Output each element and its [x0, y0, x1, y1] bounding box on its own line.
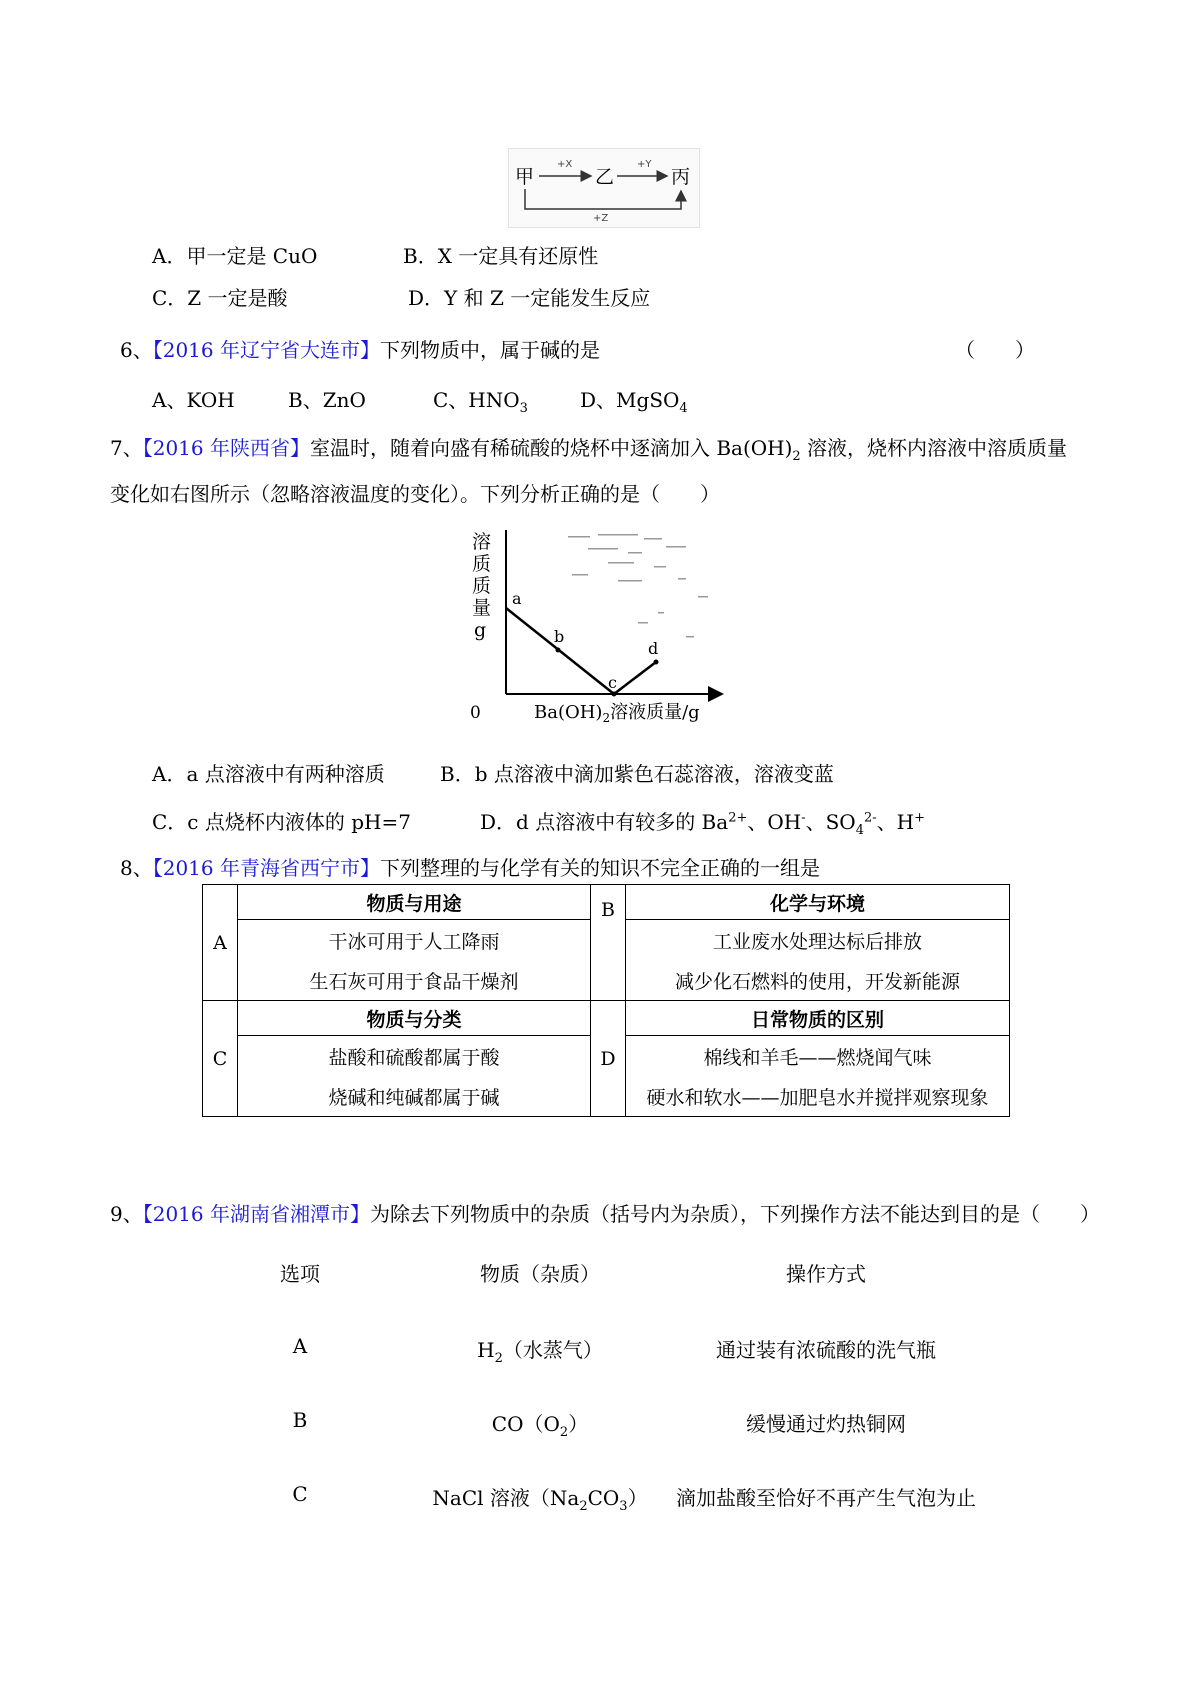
graph-line — [506, 608, 659, 694]
q9-row-a-operation: 通过装有浓硫酸的洗气瓶 — [716, 1338, 936, 1362]
q7-option-d-text: D．d 点溶液中有较多的 Ba — [480, 810, 729, 834]
q9-number: 9、 — [110, 1202, 143, 1226]
q7-option-d-mid1: 、OH — [747, 810, 802, 834]
edge-label-z: +Z — [593, 213, 609, 224]
q9-row-a-substance-sub: 2 — [494, 1351, 503, 1366]
q9-row-c-option: C — [292, 1482, 308, 1506]
x-axis-label-sub: 2 — [602, 711, 611, 724]
q9-row-c-substance — [400, 1482, 680, 1514]
q7-stem-line1 — [110, 432, 1067, 464]
q8-stem — [120, 852, 820, 881]
q7-text-1b: 溶液，烧杯内溶液中溶质质量 — [800, 436, 1068, 460]
q8-label-b: B — [591, 885, 626, 1001]
node-bing: 丙 — [671, 166, 691, 188]
ylabel-char-3: 质 — [472, 575, 492, 597]
q9-row-b-substance-pre: CO（O — [491, 1412, 560, 1436]
q6-stem — [120, 334, 600, 363]
q6-answer-paren: （ ） — [955, 338, 1035, 362]
q5-option-a: A．甲一定是 CuO — [152, 244, 318, 268]
q8-a-row2: 生石灰可用于食品干燥剂 — [238, 960, 591, 1001]
q7-option-d-mid3: 、H — [876, 810, 915, 834]
reaction-diagram-svg — [509, 149, 699, 227]
q8-a-row1: 干冰可用于人工降雨 — [238, 920, 591, 961]
q8-b-row1: 工业废水处理达标后排放 — [626, 920, 1010, 961]
q9-stem — [110, 1198, 1100, 1227]
q9-row-c-operation: 滴加盐酸至恰好不再产生气泡为止 — [676, 1486, 976, 1510]
q8-d-row1: 棉线和羊毛——燃烧闻气味 — [626, 1036, 1010, 1077]
q9-row-a-option: A — [292, 1334, 308, 1358]
q8-label-d: D — [591, 1001, 626, 1117]
q6-option-c-sub: 3 — [519, 401, 528, 416]
point-d-dot — [654, 660, 659, 665]
q9-header-option: 选项 — [280, 1262, 320, 1286]
q7-option-d-sup3: 2- — [864, 810, 877, 826]
x-axis-label-post: 溶液质量/g — [610, 702, 700, 723]
q7-graph — [468, 526, 738, 724]
q8-source: 【2016 年青海省西宁市】 — [152, 856, 380, 880]
q8-head-c: 物质与分类 — [238, 1001, 591, 1036]
q6-text: 下列物质中，属于碱的是 — [380, 338, 600, 362]
q8-b-row2: 减少化石燃料的使用，开发新能源 — [626, 960, 1010, 1001]
q6-source: 【2016 年辽宁省大连市】 — [152, 338, 380, 362]
q7-option-c: C．c 点烧杯内液体的 pH=7 — [152, 810, 411, 834]
q9-row-b-substance — [440, 1408, 640, 1440]
q6-number: 6、 — [120, 338, 153, 362]
q5-option-b: B．X 一定具有还原性 — [403, 244, 599, 268]
q9-header-operation: 操作方式 — [786, 1262, 866, 1286]
q6-option-c — [433, 384, 528, 416]
q8-c-row1: 盐酸和硫酸都属于酸 — [238, 1036, 591, 1077]
q7-text-1-sub: 2 — [792, 449, 801, 464]
q9-row-c-substance-sub2: 3 — [619, 1499, 628, 1514]
q8-c-row2: 烧碱和纯碱都属于碱 — [238, 1076, 591, 1117]
point-c-dot — [612, 692, 617, 697]
q7-option-d-sub3: 4 — [855, 823, 864, 838]
node-yi: 乙 — [595, 166, 615, 188]
q6-option-d — [580, 384, 688, 416]
point-d-label: d — [648, 639, 659, 658]
q9-row-a-substance-post: （水蒸气） — [502, 1338, 603, 1362]
q7-option-d-mid2: 、SO — [805, 810, 856, 834]
q9-source: 【2016 年湖南省湘潭市】 — [142, 1202, 370, 1226]
q5-option-c: C．Z 一定是酸 — [152, 286, 288, 310]
q8-head-b: 化学与环境 — [626, 885, 1010, 920]
q9-row-c-substance-pre: NaCl 溶液（Na — [432, 1486, 580, 1510]
q8-number: 8、 — [120, 856, 153, 880]
q7-option-b: B．b 点溶液中滴加紫色石蕊溶液，溶液变蓝 — [440, 762, 834, 786]
q7-option-d-sup1: 2+ — [728, 810, 748, 826]
q9-row-b-substance-sub: 2 — [559, 1425, 569, 1440]
q7-source: 【2016 年陕西省】 — [142, 436, 310, 460]
q6-option-a: A、KOH — [152, 388, 235, 412]
q7-option-d-sup2: - — [801, 810, 806, 826]
ylabel-char-1: 溶 — [472, 531, 492, 553]
q9-row-c-substance-mid: CO — [587, 1486, 620, 1510]
ylabel-char-2: 质 — [472, 553, 492, 575]
q7-text-1a: 室温时，随着向盛有稀硫酸的烧杯中逐滴加入 Ba(OH) — [310, 436, 793, 460]
x-axis-label — [534, 702, 700, 724]
q6-option-d-text: D、MgSO — [580, 388, 680, 412]
q7-option-a: A．a 点溶液中有两种溶质 — [152, 762, 385, 786]
q9-header-substance: 物质（杂质） — [480, 1262, 600, 1286]
q7-graph-svg — [468, 526, 738, 724]
q9-text: 为除去下列物质中的杂质（括号内为杂质），下列操作方法不能达到目的是（ ） — [370, 1202, 1100, 1226]
node-jia: 甲 — [515, 166, 535, 188]
q9-row-b-operation: 缓慢通过灼热铜网 — [746, 1412, 906, 1436]
q8-d-row2: 硬水和软水——加肥皂水并搅拌观察现象 — [626, 1076, 1010, 1117]
origin-label: 0 — [470, 703, 481, 723]
ylabel-char-4: 量 — [472, 597, 492, 619]
q6-option-d-sub: 4 — [679, 401, 688, 416]
point-a-label: a — [512, 589, 522, 608]
q8-table — [202, 884, 1010, 1117]
q7-stem-line2: 变化如右图所示（忽略溶液温度的变化）。下列分析正确的是（ ） — [110, 482, 720, 506]
q8-label-a: A — [203, 885, 238, 1001]
edge-label-y: +Y — [637, 159, 652, 170]
point-b-label: b — [554, 627, 565, 646]
q8-label-c: C — [203, 1001, 238, 1117]
q7-number: 7、 — [110, 436, 143, 460]
q8-head-a: 物质与用途 — [238, 885, 591, 920]
arrow-jia-bing — [525, 189, 681, 209]
reaction-diagram — [508, 148, 700, 228]
q9-row-a-substance-pre: H — [477, 1338, 495, 1362]
q6-option-b: B、ZnO — [288, 388, 366, 412]
q9-row-c-substance-post: ） — [627, 1486, 648, 1510]
graph-noise — [568, 534, 708, 638]
point-c-label: c — [608, 673, 617, 692]
q5-option-d: D．Y 和 Z 一定能发生反应 — [408, 286, 651, 310]
q9-row-b-option: B — [292, 1408, 308, 1432]
q8-text: 下列整理的与化学有关的知识不完全正确的一组是 — [380, 856, 820, 880]
q7-option-d-sup4: + — [914, 810, 926, 826]
q9-row-b-substance-post: ） — [568, 1412, 589, 1436]
edge-label-x: +X — [557, 159, 573, 170]
q9-row-c-substance-sub: 2 — [579, 1499, 588, 1514]
q8-head-d: 日常物质的区别 — [626, 1001, 1010, 1036]
q6-option-c-text: C、HNO — [433, 388, 520, 412]
x-axis-label-pre: Ba(OH) — [534, 702, 603, 723]
ylabel-char-5: g — [474, 619, 487, 641]
point-b-dot — [556, 648, 561, 653]
q7-option-d — [480, 806, 925, 838]
q9-row-a-substance — [440, 1334, 640, 1366]
